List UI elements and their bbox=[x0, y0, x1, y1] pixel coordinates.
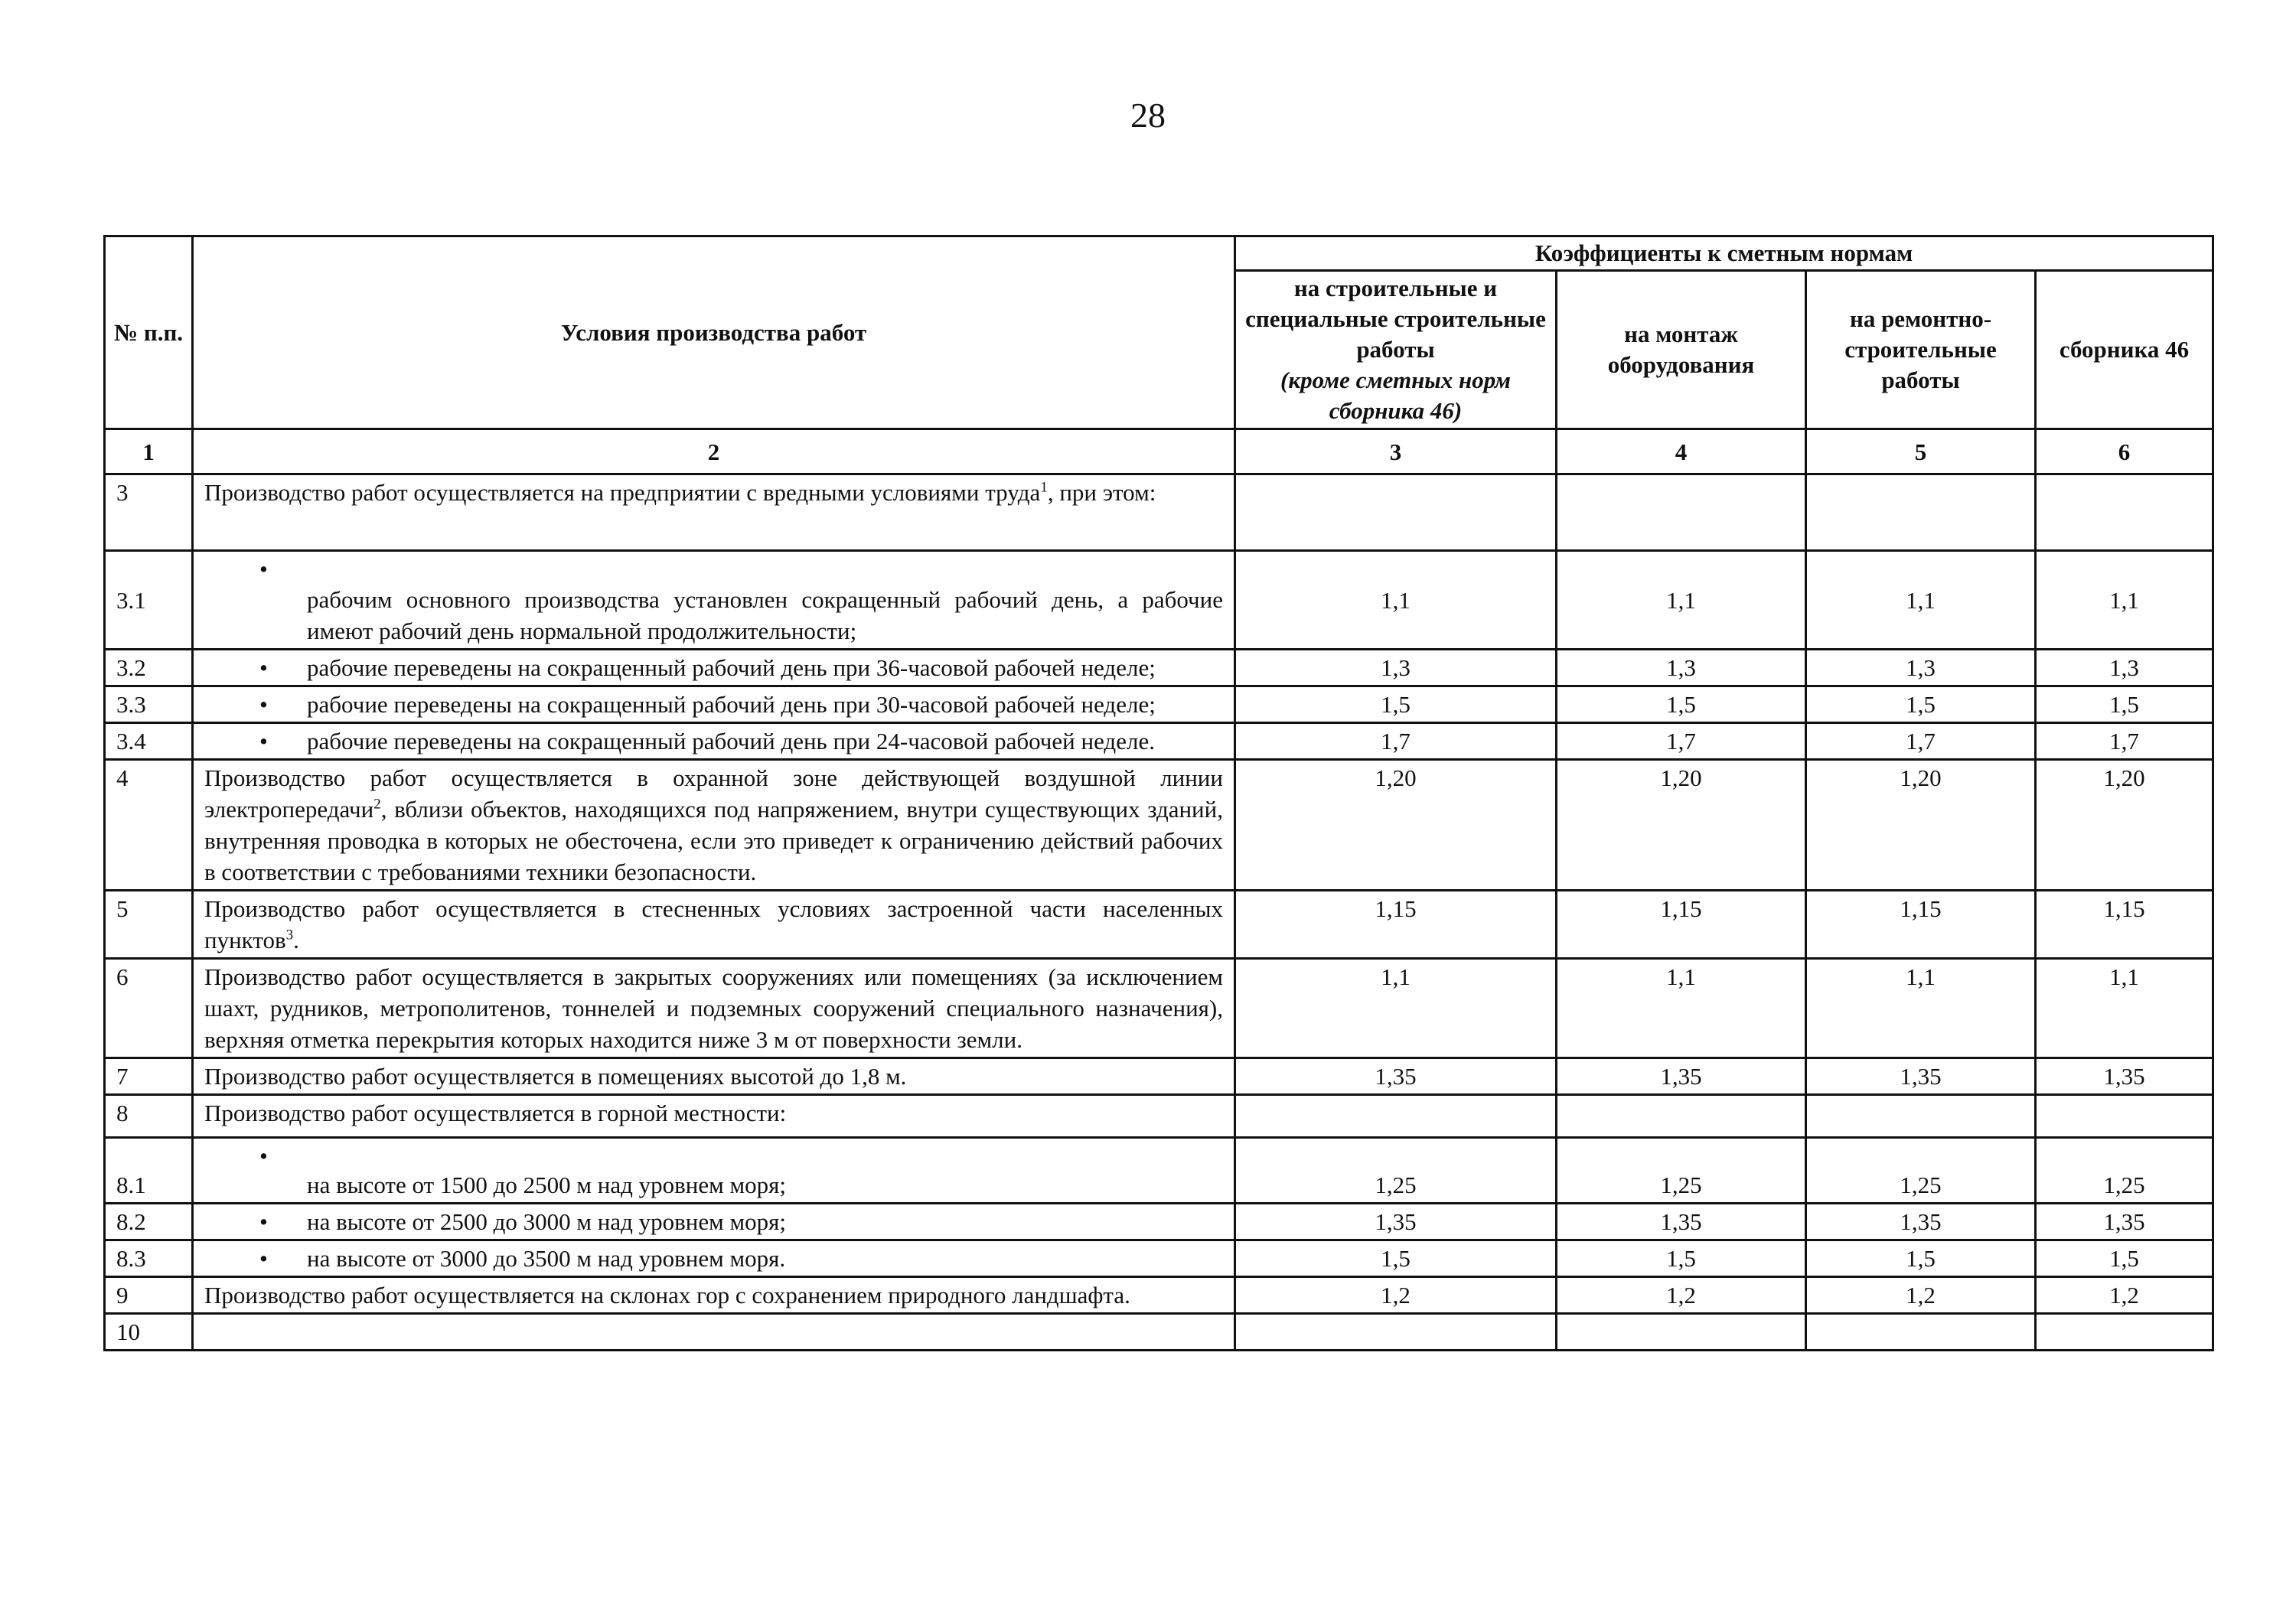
coef-construction: 1,5 bbox=[1235, 1240, 1557, 1277]
table-row bbox=[105, 723, 2213, 760]
row-condition: Производство работ осуществляется на склонах гор с сохранением природного ландшафта. bbox=[193, 1277, 1235, 1314]
coef-collection46: 1,2 bbox=[2036, 1277, 2213, 1314]
header-collection46: сборника 46 bbox=[2036, 271, 2213, 429]
row-number: 3.4 bbox=[105, 723, 193, 760]
coef-repair: 1,7 bbox=[1806, 723, 2036, 760]
table-row bbox=[105, 1277, 2213, 1314]
coef-collection46: 1,35 bbox=[2036, 1058, 2213, 1095]
coef-installation bbox=[1557, 1314, 1806, 1351]
table-row bbox=[105, 959, 2213, 1058]
coef-installation: 1,5 bbox=[1557, 686, 1806, 723]
coef-construction: 1,1 bbox=[1235, 551, 1557, 650]
coef-repair: 1,5 bbox=[1806, 686, 2036, 723]
coef-repair: 1,15 bbox=[1806, 891, 2036, 959]
coef-construction: 1,2 bbox=[1235, 1277, 1557, 1314]
header-construction-label: на строительные и специальные строительные работы bbox=[1245, 275, 1546, 363]
coef-installation: 1,35 bbox=[1557, 1204, 1806, 1240]
coef-installation: 1,7 bbox=[1557, 723, 1806, 760]
coef-installation: 1,1 bbox=[1557, 959, 1806, 1058]
column-number: 6 bbox=[2036, 429, 2213, 474]
coef-construction: 1,7 bbox=[1235, 723, 1557, 760]
footnote-ref: 1 bbox=[1040, 479, 1048, 496]
row-number: 7 bbox=[105, 1058, 193, 1095]
coef-repair: 1,35 bbox=[1806, 1204, 2036, 1240]
row-condition: Производство работ осуществляется в закрытых сооружениях или помещениях (за исключением шахт, рудников, метрополитенов, тоннелей и подземных сооружений специального назначения), верхняя отметка перекрытия которых находится ниже 3 м от поверхности земли. bbox=[193, 959, 1235, 1058]
header-construction-note: (кроме сметных норм сборника 46) bbox=[1280, 367, 1511, 424]
coef-installation bbox=[1557, 1095, 1806, 1138]
table-row bbox=[105, 760, 2213, 891]
coef-installation bbox=[1557, 474, 1806, 551]
coef-construction: 1,3 bbox=[1235, 650, 1557, 686]
coef-collection46: 1,25 bbox=[2036, 1138, 2213, 1204]
row-number: 8.3 bbox=[105, 1240, 193, 1277]
coef-construction: 1,20 bbox=[1235, 760, 1557, 891]
coef-collection46: 1,5 bbox=[2036, 1240, 2213, 1277]
table-row bbox=[105, 1314, 2213, 1351]
row-condition bbox=[193, 760, 1235, 891]
coef-collection46: 1,7 bbox=[2036, 723, 2213, 760]
row-condition: • рабочим основного производства установлен сокращенный рабочий день, а рабочие имеют рабочий день нормальной продолжительности; bbox=[193, 551, 1235, 650]
coef-repair: 1,3 bbox=[1806, 650, 2036, 686]
coef-repair: 1,35 bbox=[1806, 1058, 2036, 1095]
row-number: 8.1 bbox=[105, 1138, 193, 1204]
coef-collection46: 1,5 bbox=[2036, 686, 2213, 723]
row-number: 3.1 bbox=[105, 551, 193, 650]
coef-repair: 1,1 bbox=[1806, 551, 2036, 650]
coef-installation: 1,1 bbox=[1557, 551, 1806, 650]
header-coefficients-group: Коэффициенты к сметным нормам bbox=[1235, 236, 2213, 271]
coef-repair: 1,25 bbox=[1806, 1138, 2036, 1204]
coef-collection46 bbox=[2036, 1314, 2213, 1351]
table-row bbox=[105, 1240, 2213, 1277]
row-condition: • на высоте от 3000 до 3500 м над уровнем моря. bbox=[193, 1240, 1235, 1277]
coef-repair bbox=[1806, 474, 2036, 551]
coef-collection46: 1,20 bbox=[2036, 760, 2213, 891]
column-number: 5 bbox=[1806, 429, 2036, 474]
coef-installation: 1,20 bbox=[1557, 760, 1806, 891]
row-condition-text: Производство работ осуществляется в стесненных условиях застроенной части населенных пунктов bbox=[204, 895, 1223, 953]
header-row-group bbox=[105, 236, 2213, 271]
row-number: 10 bbox=[105, 1314, 193, 1351]
row-condition: Производство работ осуществляется в помещениях высотой до 1,8 м. bbox=[193, 1058, 1235, 1095]
table-row bbox=[105, 1058, 2213, 1095]
row-condition: • на высоте от 2500 до 3000 м над уровнем моря; bbox=[193, 1204, 1235, 1240]
coef-collection46: 1,1 bbox=[2036, 551, 2213, 650]
coef-construction: 1,25 bbox=[1235, 1138, 1557, 1204]
coef-installation: 1,25 bbox=[1557, 1138, 1806, 1204]
coef-collection46: 1,15 bbox=[2036, 891, 2213, 959]
coef-installation: 1,3 bbox=[1557, 650, 1806, 686]
page-number: 28 bbox=[1130, 96, 1166, 135]
row-number: 4 bbox=[105, 760, 193, 891]
row-condition-text-after: , при этом: bbox=[1047, 479, 1156, 506]
column-number: 4 bbox=[1557, 429, 1806, 474]
header-construction bbox=[1235, 271, 1557, 429]
coef-construction: 1,1 bbox=[1235, 959, 1557, 1058]
row-number: 9 bbox=[105, 1277, 193, 1314]
coef-construction: 1,15 bbox=[1235, 891, 1557, 959]
coef-installation: 1,35 bbox=[1557, 1058, 1806, 1095]
coef-construction bbox=[1235, 1095, 1557, 1138]
column-number: 1 bbox=[105, 429, 193, 474]
coef-repair: 1,5 bbox=[1806, 1240, 2036, 1277]
table-row bbox=[105, 686, 2213, 723]
row-number: 3.2 bbox=[105, 650, 193, 686]
row-condition-text-after: , вблизи объектов, находящихся под напряжением, внутри существующих зданий, внутренняя проводка в которых не обесточена, если это приведет к ограничению действий рабочих в соответствии с требованиями техники безопасности. bbox=[204, 796, 1223, 885]
footnote-ref: 2 bbox=[373, 796, 381, 813]
row-condition: • на высоте от 1500 до 2500 м над уровнем моря; bbox=[193, 1138, 1235, 1204]
table-row bbox=[105, 1204, 2213, 1240]
row-number: 6 bbox=[105, 959, 193, 1058]
coef-construction: 1,35 bbox=[1235, 1058, 1557, 1095]
coef-installation: 1,15 bbox=[1557, 891, 1806, 959]
coef-installation: 1,5 bbox=[1557, 1240, 1806, 1277]
coef-repair: 1,1 bbox=[1806, 959, 2036, 1058]
row-number: 3.3 bbox=[105, 686, 193, 723]
row-number: 8 bbox=[105, 1095, 193, 1138]
coefficients-table bbox=[103, 235, 2214, 1351]
row-condition-text: Производство работ осуществляется на предприятии с вредными условиями труда bbox=[204, 479, 1041, 506]
coef-repair bbox=[1806, 1095, 2036, 1138]
coef-collection46 bbox=[2036, 1095, 2213, 1138]
row-number: 8.2 bbox=[105, 1204, 193, 1240]
header-num: № п.п. bbox=[105, 236, 193, 429]
coef-installation: 1,2 bbox=[1557, 1277, 1806, 1314]
row-condition bbox=[193, 474, 1235, 551]
row-condition: • рабочие переведены на сокращенный рабочий день при 30-часовой рабочей неделе; bbox=[193, 686, 1235, 723]
coef-construction: 1,35 bbox=[1235, 1204, 1557, 1240]
coef-collection46: 1,1 bbox=[2036, 959, 2213, 1058]
row-number: 3 bbox=[105, 474, 193, 551]
footnote-ref: 3 bbox=[285, 927, 294, 943]
table-row bbox=[105, 474, 2213, 551]
coef-collection46: 1,35 bbox=[2036, 1204, 2213, 1240]
column-numbers-row bbox=[105, 429, 2213, 474]
row-condition bbox=[193, 891, 1235, 959]
table-row bbox=[105, 1138, 2213, 1204]
header-conditions: Условия производства работ bbox=[193, 236, 1235, 429]
table-row bbox=[105, 891, 2213, 959]
coef-collection46: 1,3 bbox=[2036, 650, 2213, 686]
column-number: 3 bbox=[1235, 429, 1557, 474]
header-repair: на ремонтно-строительные работы bbox=[1806, 271, 2036, 429]
row-condition: • рабочие переведены на сокращенный рабочий день при 24-часовой рабочей неделе. bbox=[193, 723, 1235, 760]
coef-repair bbox=[1806, 1314, 2036, 1351]
coef-repair: 1,20 bbox=[1806, 760, 2036, 891]
coef-construction: 1,5 bbox=[1235, 686, 1557, 723]
row-condition-text-after: . bbox=[293, 927, 299, 953]
row-condition: • рабочие переведены на сокращенный рабочий день при 36-часовой рабочей неделе; bbox=[193, 650, 1235, 686]
header-installation: на монтаж оборудования bbox=[1557, 271, 1806, 429]
row-condition bbox=[193, 1314, 1235, 1351]
table-row bbox=[105, 650, 2213, 686]
column-number: 2 bbox=[193, 429, 1235, 474]
coef-construction bbox=[1235, 1314, 1557, 1351]
row-condition: Производство работ осуществляется в горной местности: bbox=[193, 1095, 1235, 1138]
coef-collection46 bbox=[2036, 474, 2213, 551]
row-condition-text: Производство работ осуществляется в охранной зоне действующей воздушной линии электропередачи bbox=[204, 764, 1223, 823]
coef-construction bbox=[1235, 474, 1557, 551]
table-row bbox=[105, 1095, 2213, 1138]
table-row bbox=[105, 551, 2213, 650]
row-number: 5 bbox=[105, 891, 193, 959]
coef-repair: 1,2 bbox=[1806, 1277, 2036, 1314]
